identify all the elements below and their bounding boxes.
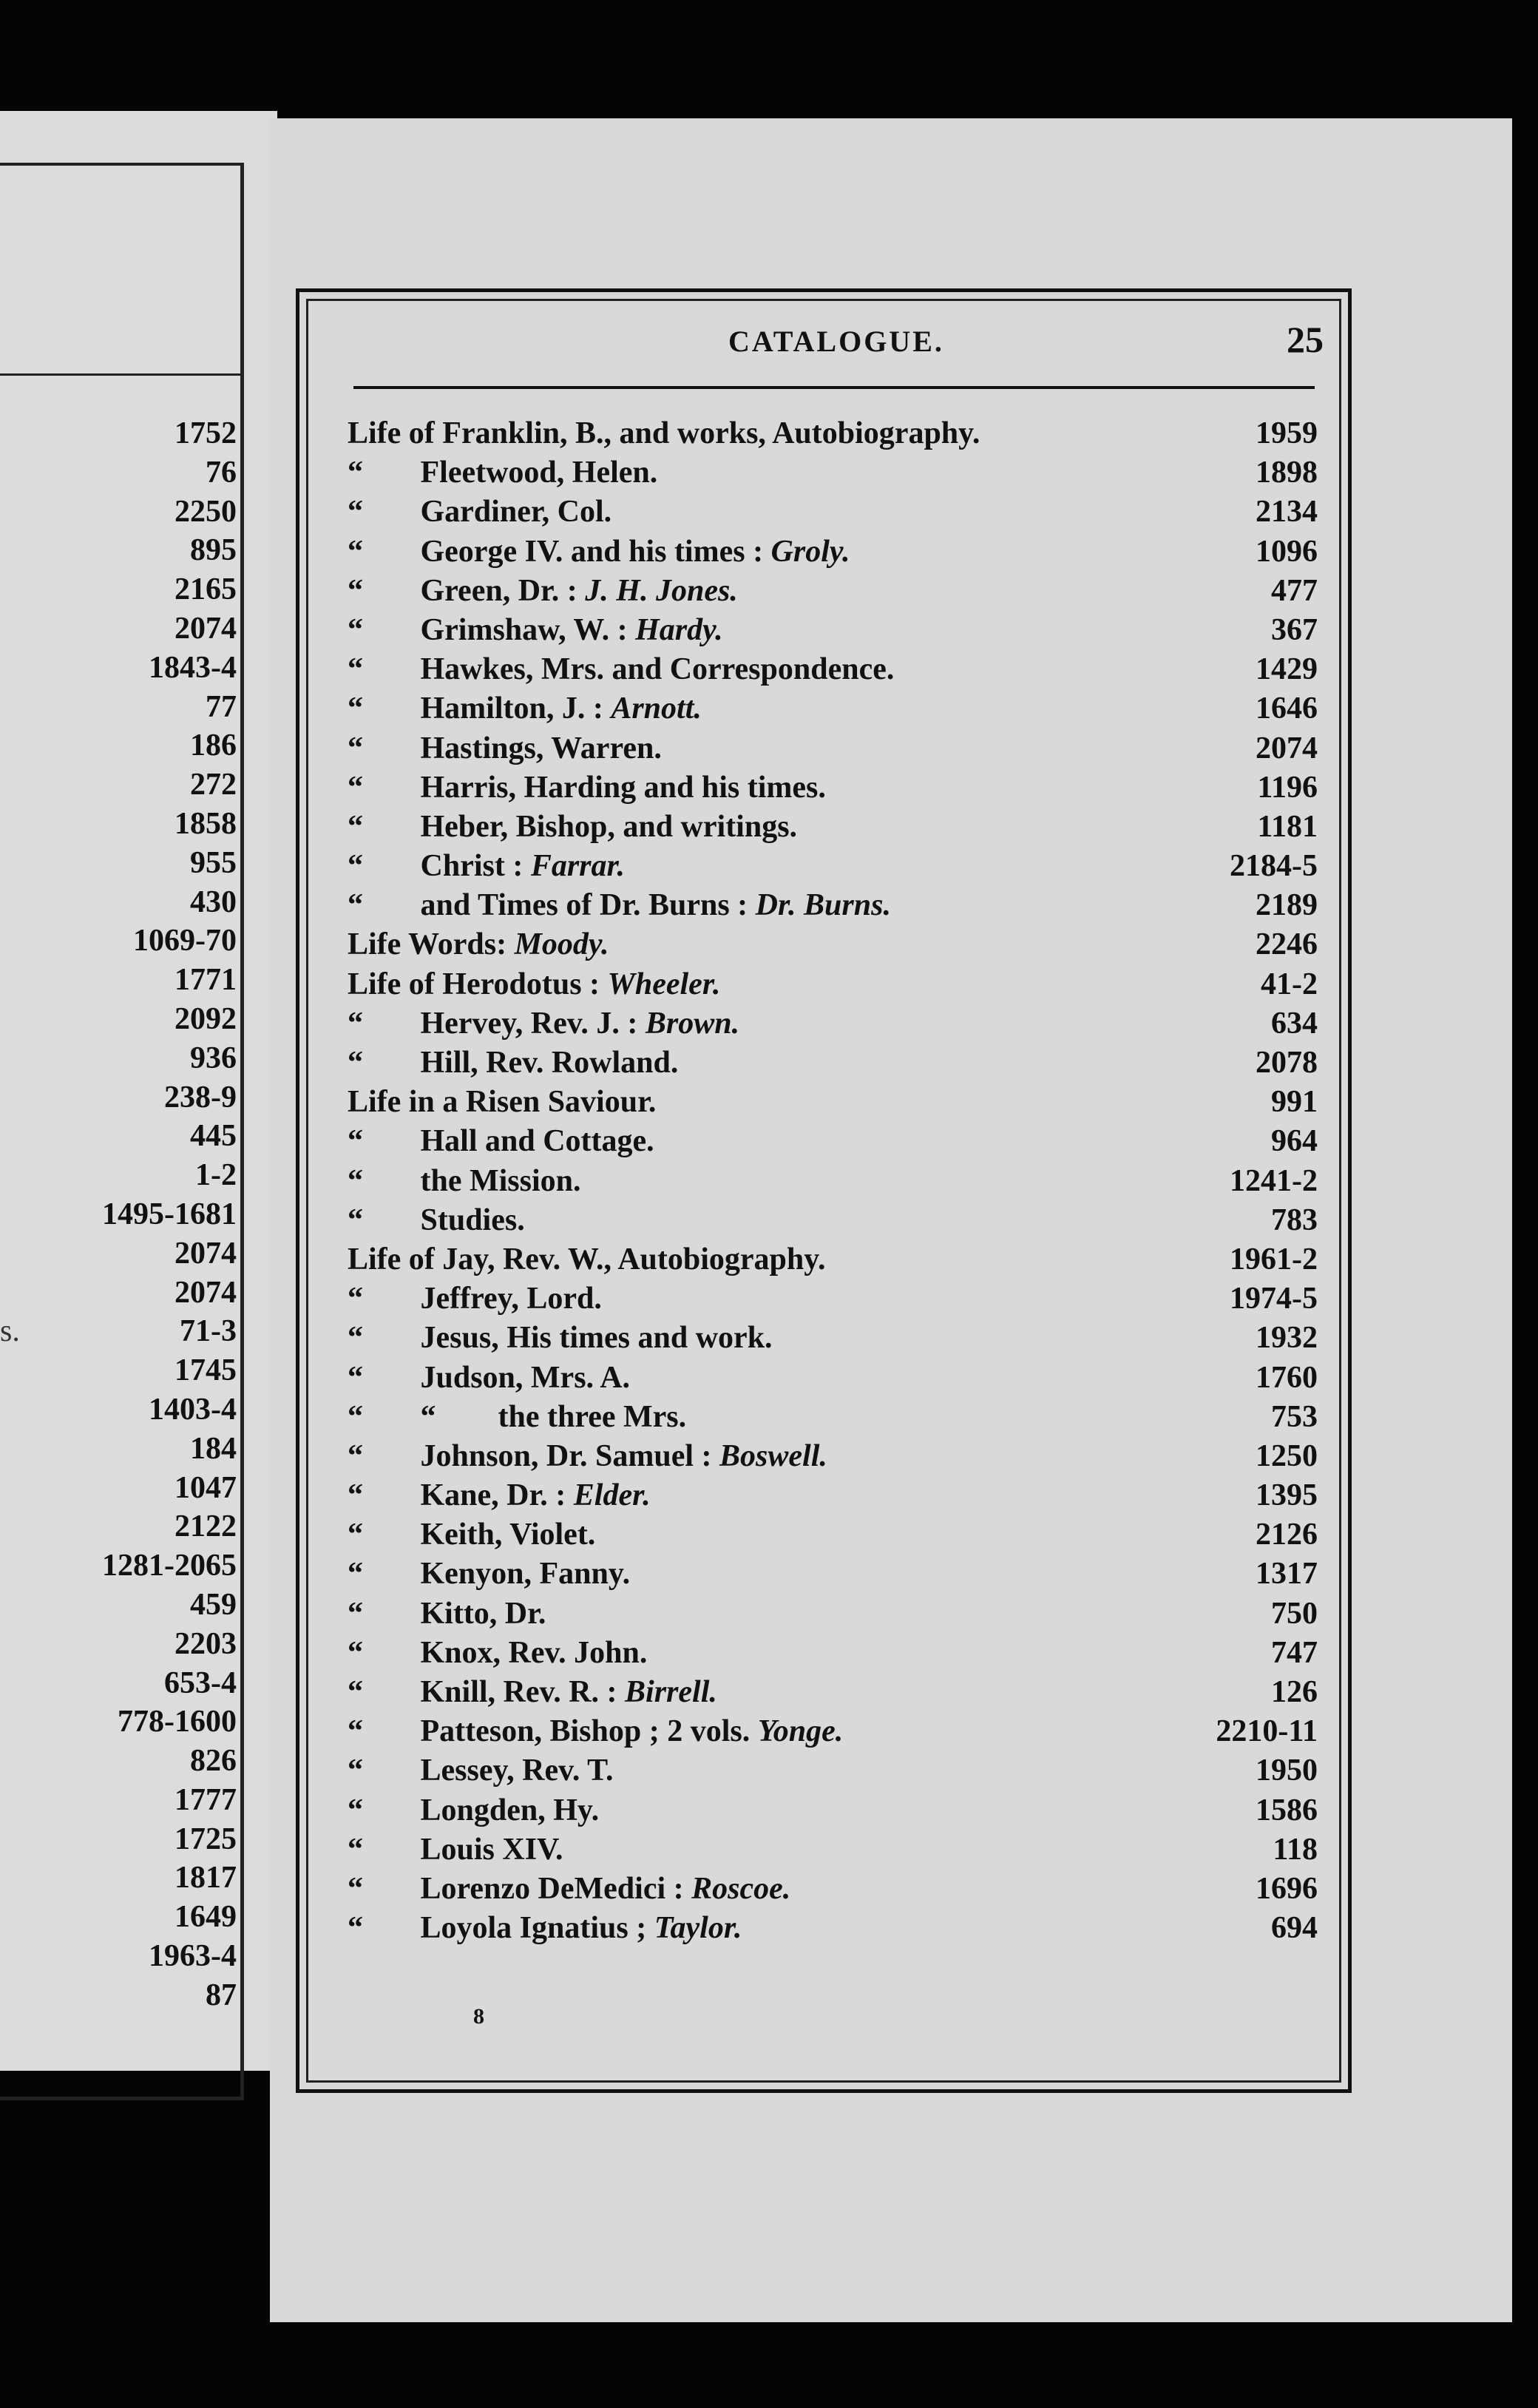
entry-title: Knox, Rev. John. — [420, 1635, 648, 1670]
entry-title: Harris, Harding and his times. — [420, 770, 826, 805]
catalogue-entry — [348, 689, 1324, 728]
entry-title: Jesus, His times and work. — [420, 1321, 773, 1356]
entry-number: 1974-5 — [1230, 1282, 1318, 1316]
entry-number: 1959 — [1256, 416, 1318, 450]
entry-author: Taylor. — [654, 1911, 742, 1946]
entry-title: Christ : — [420, 849, 524, 884]
left-page-row — [0, 1664, 237, 1703]
entry-author: Groly. — [770, 534, 850, 569]
left-page-number: 895 — [190, 533, 237, 568]
catalogue-entry — [348, 532, 1324, 572]
entry-number: 477 — [1271, 573, 1318, 608]
entry-number: 783 — [1271, 1203, 1318, 1237]
left-page-row — [0, 1742, 237, 1781]
entry-number: 2134 — [1256, 495, 1318, 530]
entry-title: Franklin, B., and works, Autobiography. — [442, 416, 980, 450]
entry-title: Keith, Violet. — [420, 1518, 596, 1552]
entry-lead: “ — [348, 495, 363, 530]
entry-title: Grimshaw, W. : — [420, 612, 628, 647]
catalogue-entry — [348, 808, 1324, 847]
catalogue-entry — [348, 1437, 1324, 1476]
left-page-row — [0, 453, 237, 493]
left-page-row — [0, 1781, 237, 1820]
left-page-row — [0, 414, 237, 453]
left-page-number: 1817 — [175, 1861, 237, 1895]
left-page-row — [0, 805, 237, 844]
left-page-number: 1752 — [175, 416, 237, 450]
entry-lead: “ — [348, 731, 363, 765]
left-page-number: 1649 — [175, 1900, 237, 1935]
entry-title: Judson, Mrs. A. — [420, 1360, 631, 1395]
catalogue-entry — [348, 1791, 1324, 1830]
catalogue-entry — [348, 453, 1324, 493]
page-number: 25 — [1287, 319, 1324, 360]
header-rule — [353, 386, 1315, 389]
entry-number: 1250 — [1256, 1438, 1318, 1473]
entry-lead: “ — [348, 652, 363, 687]
entry-author: Hardy. — [635, 612, 723, 647]
entry-lead: “ — [348, 1518, 363, 1552]
left-page-number: 2092 — [175, 1001, 237, 1036]
entry-lead: Life of — [348, 967, 435, 1001]
entry-author: Dr. Burns. — [755, 888, 891, 923]
entry-lead: “ — [348, 1871, 363, 1906]
left-page-row — [0, 570, 237, 609]
entry-author: Brown. — [645, 1006, 740, 1041]
entry-number: 1096 — [1256, 534, 1318, 569]
page-title: CATALOGUE. — [728, 325, 944, 358]
entry-author: Wheeler. — [607, 967, 721, 1001]
left-page-number: 87 — [206, 1978, 237, 2012]
entry-lead: “ — [348, 456, 363, 490]
left-page-row — [0, 921, 237, 961]
left-page-row — [0, 1117, 237, 1156]
entry-lead: “ — [348, 1360, 363, 1395]
entry-lead: “ — [348, 1282, 363, 1316]
entry-number: 1696 — [1256, 1871, 1318, 1906]
entry-title: Louis XIV. — [420, 1832, 563, 1867]
entry-title: Gardiner, Col. — [420, 495, 612, 530]
catalogue-entry — [348, 847, 1324, 886]
left-page-number: 2074 — [175, 1275, 237, 1310]
entry-lead: “ — [348, 1321, 363, 1356]
left-page-number: 2074 — [175, 611, 237, 646]
entry-number: 1961-2 — [1230, 1242, 1318, 1276]
left-page-number: 272 — [190, 768, 237, 802]
entry-number: 2126 — [1256, 1518, 1318, 1552]
entry-number: 1898 — [1256, 456, 1318, 490]
left-page-number: 1047 — [175, 1470, 237, 1505]
left-page-row — [0, 1078, 237, 1117]
entry-number: 2078 — [1256, 1046, 1318, 1080]
entry-lead: “ — [348, 1753, 363, 1788]
catalogue-entry — [348, 1004, 1324, 1044]
entry-title: Kenyon, Fanny. — [420, 1557, 631, 1592]
entry-title: Lorenzo DeMedici : — [420, 1871, 684, 1906]
left-page-number: 653-4 — [164, 1665, 237, 1700]
left-page-row — [0, 1859, 237, 1898]
signature-mark: 8 — [473, 2004, 484, 2029]
entry-number: 634 — [1271, 1006, 1318, 1041]
left-page-row — [0, 493, 237, 532]
catalogue-entry — [348, 1870, 1324, 1909]
entry-number: 1586 — [1256, 1793, 1318, 1827]
entry-title: Lessey, Rev. T. — [420, 1753, 614, 1788]
left-page-number: 1495-1681 — [102, 1197, 237, 1231]
catalogue-entry — [348, 1712, 1324, 1751]
left-page-number: 778-1600 — [118, 1705, 237, 1739]
entry-lead: “ — [348, 849, 363, 884]
left-page-row — [0, 1430, 237, 1469]
entry-number: 2246 — [1256, 927, 1318, 962]
entry-title: Green, Dr. : — [420, 573, 577, 608]
catalogue-entry — [348, 729, 1324, 768]
entry-number: 1950 — [1256, 1753, 1318, 1788]
left-page-number: 186 — [190, 728, 237, 763]
entry-lead: “ — [348, 534, 363, 569]
catalogue-entry — [348, 1279, 1324, 1319]
entry-lead: “ — [348, 809, 363, 844]
entry-lead: Life in — [348, 1085, 435, 1120]
catalogue-entry — [348, 611, 1324, 650]
entry-number: 1196 — [1257, 770, 1318, 805]
left-page-row — [0, 688, 237, 727]
entry-title: Johnson, Dr. Samuel : — [420, 1438, 712, 1473]
catalogue-entry — [348, 572, 1324, 611]
left-page-row — [0, 1976, 237, 2015]
entry-author: Farrar. — [530, 849, 626, 884]
left-page-number: 1843-4 — [149, 650, 237, 685]
entry-number: 1241-2 — [1230, 1163, 1318, 1198]
entry-number: 1395 — [1256, 1478, 1318, 1513]
entry-title: Jay, Rev. W., Autobiography. — [442, 1242, 826, 1276]
entry-title: Longden, Hy. — [420, 1793, 600, 1827]
entry-title: Hill, Rev. Rowland. — [420, 1046, 679, 1080]
left-page-number: 1777 — [175, 1782, 237, 1817]
entry-lead: “ — [348, 770, 363, 805]
entry-lead: “ — [348, 573, 363, 608]
entry-number: 1429 — [1256, 652, 1318, 687]
entry-title: Loyola Ignatius ; — [420, 1911, 647, 1946]
left-page-number: 1725 — [175, 1822, 237, 1856]
catalogue-entry — [348, 1122, 1324, 1161]
entry-author: Birrell. — [625, 1675, 717, 1709]
left-page-row — [0, 1937, 237, 1976]
catalogue-entry — [348, 886, 1324, 925]
left-page-number: 459 — [190, 1587, 237, 1622]
left-page-number: 955 — [190, 845, 237, 880]
entry-number: 753 — [1271, 1399, 1318, 1434]
left-page-number: 2165 — [175, 572, 237, 607]
entry-title: “ the three Mrs. — [420, 1399, 687, 1434]
left-page-row — [0, 1469, 237, 1508]
entry-number: 750 — [1271, 1596, 1318, 1631]
entry-number: 2184-5 — [1230, 849, 1318, 884]
catalogue-entry — [348, 493, 1324, 532]
entry-lead: “ — [348, 612, 363, 647]
left-page-row — [0, 1625, 237, 1664]
entry-author: J. H. Jones. — [585, 573, 738, 608]
entry-title: Kane, Dr. : — [420, 1478, 566, 1513]
entry-number: 41-2 — [1261, 967, 1318, 1001]
entry-title: Studies. — [420, 1203, 525, 1237]
left-page-number: 1403-4 — [149, 1392, 237, 1427]
entry-title: Hawkes, Mrs. and Correspondence. — [420, 652, 895, 687]
left-page-row — [0, 1390, 237, 1430]
entry-title: Fleetwood, Helen. — [420, 456, 658, 490]
left-page-rule — [0, 373, 244, 376]
left-page-number: 445 — [190, 1119, 237, 1154]
left-page-number: 77 — [206, 689, 237, 724]
left-page-number: 1771 — [175, 963, 237, 998]
left-page-row — [0, 1898, 237, 1937]
left-page-row — [0, 1546, 237, 1586]
left-page-row — [0, 1702, 237, 1742]
left-page-row — [0, 1000, 237, 1039]
entry-lead: “ — [348, 1006, 363, 1041]
left-page-number: 2122 — [175, 1509, 237, 1544]
entry-lead: Life of — [348, 1242, 435, 1276]
entry-lead: “ — [348, 1399, 363, 1434]
entry-number: 1646 — [1256, 691, 1318, 726]
left-page-number: 826 — [190, 1744, 237, 1779]
catalogue-entry — [348, 1515, 1324, 1555]
catalogue-entry — [348, 1476, 1324, 1515]
entry-number: 1181 — [1257, 809, 1318, 844]
catalogue-entry — [348, 1634, 1324, 1673]
entry-title: and Times of Dr. Burns : — [420, 888, 748, 923]
entry-title: the Mission. — [420, 1163, 581, 1198]
left-page-row — [0, 1039, 237, 1078]
entry-title: Patteson, Bishop ; 2 vols. — [420, 1714, 751, 1749]
left-page-number: 1069-70 — [133, 924, 237, 958]
catalogue-entry — [348, 1398, 1324, 1437]
left-page-number: 1281-2065 — [102, 1549, 237, 1583]
catalogue-entry — [348, 965, 1324, 1004]
left-page-row — [0, 1312, 237, 1351]
left-page-row — [0, 1234, 237, 1274]
left-page-row — [0, 1586, 237, 1625]
left-page-number: 1963-4 — [149, 1939, 237, 1974]
entry-number: 118 — [1273, 1832, 1318, 1867]
catalogue-entry — [348, 1044, 1324, 1083]
entry-author: Yonge. — [757, 1714, 844, 1749]
left-page-number: 238-9 — [164, 1080, 237, 1115]
entry-lead: “ — [348, 1675, 363, 1709]
left-page-number: 71-3 — [180, 1314, 237, 1349]
left-page-number: 430 — [190, 885, 237, 919]
entry-lead: Life Words: — [348, 927, 507, 962]
left-page-row — [0, 1820, 237, 1859]
entry-number: 2189 — [1256, 888, 1318, 923]
catalogue-entry — [348, 1319, 1324, 1358]
left-page-row — [0, 1507, 237, 1546]
left-page-number: 1-2 — [195, 1158, 237, 1193]
entry-lead: “ — [348, 691, 363, 726]
catalogue-entry — [348, 1830, 1324, 1870]
entry-number: 964 — [1271, 1124, 1318, 1159]
entry-title: a Risen Saviour. — [442, 1085, 657, 1120]
entry-lead: “ — [348, 1911, 363, 1946]
left-page-number: 76 — [206, 455, 237, 490]
catalogue-entry — [348, 1673, 1324, 1712]
entry-lead: “ — [348, 1714, 363, 1749]
entry-lead: “ — [348, 1635, 363, 1670]
entry-number: 991 — [1271, 1085, 1318, 1120]
left-page-row — [0, 1351, 237, 1390]
entry-title: Hastings, Warren. — [420, 731, 662, 765]
catalogue-entries — [348, 414, 1324, 1948]
entry-author: Boswell. — [719, 1438, 827, 1473]
entry-lead: “ — [348, 1557, 363, 1592]
entry-title: Knill, Rev. R. : — [420, 1675, 617, 1709]
left-page-row — [0, 609, 237, 649]
left-page-row — [0, 726, 237, 765]
entry-lead: “ — [348, 888, 363, 923]
entry-author: Roscoe. — [691, 1871, 791, 1906]
left-page-number: 184 — [190, 1431, 237, 1466]
entry-lead: “ — [348, 1163, 363, 1198]
entry-lead: “ — [348, 1793, 363, 1827]
left-page-row — [0, 961, 237, 1000]
entry-number: 126 — [1271, 1675, 1318, 1709]
left-page-row — [0, 1195, 237, 1234]
catalogue-entry — [348, 1359, 1324, 1398]
left-page-row — [0, 1156, 237, 1195]
entry-lead: “ — [348, 1124, 363, 1159]
left-page-row — [0, 531, 237, 570]
entry-lead: “ — [348, 1832, 363, 1867]
catalogue-entry — [348, 1162, 1324, 1201]
entry-lead: Life of — [348, 416, 435, 450]
catalogue-entry — [348, 1751, 1324, 1790]
entry-title: Hall and Cottage. — [420, 1124, 654, 1159]
entry-number: 747 — [1271, 1635, 1318, 1670]
entry-title: George IV. and his times : — [420, 534, 764, 569]
left-page-row — [0, 649, 237, 688]
catalogue-entry — [348, 1083, 1324, 1122]
entry-title: Jeffrey, Lord. — [420, 1282, 602, 1316]
entry-lead: “ — [348, 1596, 363, 1631]
catalogue-entry — [348, 925, 1324, 964]
catalogue-entry — [348, 1594, 1324, 1634]
left-page-row — [0, 1274, 237, 1313]
entry-lead: “ — [348, 1438, 363, 1473]
left-page-number: 936 — [190, 1041, 237, 1075]
left-page-number: 1745 — [175, 1353, 237, 1388]
catalogue-entry — [348, 1555, 1324, 1594]
catalogue-entry — [348, 768, 1324, 808]
entry-title: Hamilton, J. : — [420, 691, 603, 726]
entry-title: Heber, Bishop, and writings. — [420, 809, 798, 844]
page-header — [348, 318, 1324, 370]
left-page-number: 2074 — [175, 1236, 237, 1271]
left-page-row — [0, 765, 237, 805]
entry-number: 694 — [1271, 1911, 1318, 1946]
left-page-row — [0, 883, 237, 922]
left-page-number: 2250 — [175, 494, 237, 529]
entry-author: Elder. — [573, 1478, 651, 1513]
catalogue-entry — [348, 650, 1324, 689]
entry-title: Hervey, Rev. J. : — [420, 1006, 638, 1041]
entry-lead: “ — [348, 1046, 363, 1080]
entry-number: 1760 — [1256, 1360, 1318, 1395]
entry-number: 1317 — [1256, 1557, 1318, 1592]
entry-number: 367 — [1271, 612, 1318, 647]
left-page-row-prefix: s. — [0, 1314, 20, 1349]
left-page-number: 2203 — [175, 1626, 237, 1661]
catalogue-entry — [348, 1240, 1324, 1279]
left-page-row — [0, 844, 237, 883]
catalogue-entry — [348, 1201, 1324, 1240]
entry-lead: “ — [348, 1203, 363, 1237]
catalogue-entry — [348, 414, 1324, 453]
entry-number: 2074 — [1256, 731, 1318, 765]
entry-number: 1932 — [1256, 1321, 1318, 1356]
entry-author: Arnott. — [611, 691, 702, 726]
entry-title: Kitto, Dr. — [420, 1596, 546, 1631]
entry-title: Herodotus : — [442, 967, 600, 1001]
left-page-numbers — [0, 414, 237, 2015]
entry-author: Moody. — [514, 927, 609, 962]
left-page-number: 1858 — [175, 806, 237, 841]
catalogue-entry — [348, 1909, 1324, 1948]
entry-number: 2210-11 — [1216, 1714, 1318, 1749]
entry-lead: “ — [348, 1478, 363, 1513]
